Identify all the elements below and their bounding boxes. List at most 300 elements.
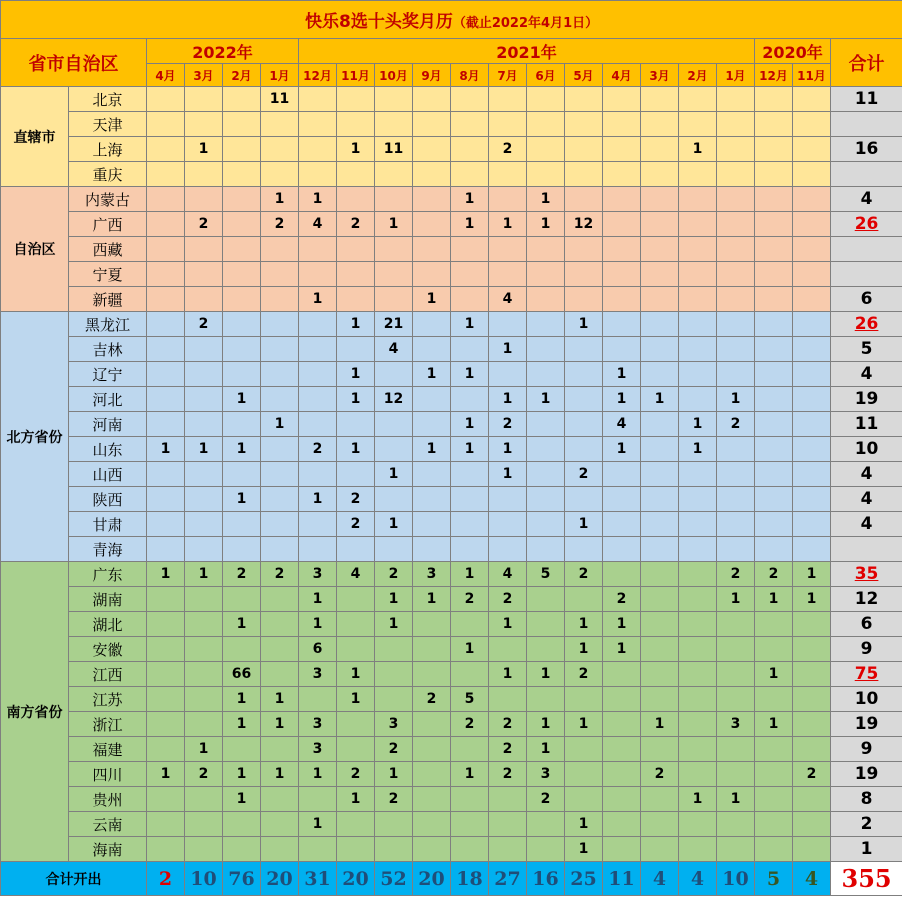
month-count-cell <box>299 687 337 712</box>
footer-month-total: 4 <box>679 862 717 896</box>
month-count-cell: 2 <box>337 512 375 537</box>
month-count-cell <box>603 712 641 737</box>
month-count-cell <box>755 762 793 787</box>
province-name: 贵州 <box>69 787 147 812</box>
month-count-cell <box>337 537 375 562</box>
month-count-cell <box>679 212 717 237</box>
month-count-cell <box>793 387 831 412</box>
month-count-cell <box>755 137 793 162</box>
month-count-cell <box>337 112 375 137</box>
month-count-cell <box>451 487 489 512</box>
month-count-cell <box>451 837 489 862</box>
month-count-cell: 1 <box>299 187 337 212</box>
grand-total: 355 <box>831 862 902 896</box>
month-count-cell <box>185 687 223 712</box>
title-main: 快乐8选十头奖月历 <box>305 12 453 32</box>
month-count-cell <box>147 237 185 262</box>
month-count-cell <box>527 87 565 112</box>
month-header: 10月 <box>375 64 413 87</box>
month-count-cell <box>755 512 793 537</box>
month-count-cell: 1 <box>375 762 413 787</box>
month-count-cell <box>185 262 223 287</box>
month-count-cell <box>755 312 793 337</box>
month-count-cell: 1 <box>299 487 337 512</box>
month-header: 4月 <box>603 64 641 87</box>
month-count-cell <box>223 737 261 762</box>
month-count-cell <box>641 262 679 287</box>
month-count-cell <box>337 262 375 287</box>
month-count-cell <box>755 387 793 412</box>
month-count-cell <box>641 87 679 112</box>
month-count-cell <box>489 512 527 537</box>
table-row <box>1 662 902 687</box>
month-count-cell: 1 <box>451 437 489 462</box>
footer-month-total: 4 <box>641 862 679 896</box>
month-count-cell <box>679 262 717 287</box>
month-count-cell: 1 <box>793 587 831 612</box>
month-count-cell <box>261 362 299 387</box>
month-count-cell <box>337 637 375 662</box>
province-name: 黑龙江 <box>69 312 147 337</box>
month-count-cell: 2 <box>185 312 223 337</box>
month-count-cell <box>337 737 375 762</box>
month-count-cell <box>755 287 793 312</box>
month-count-cell <box>375 537 413 562</box>
month-count-cell <box>755 337 793 362</box>
month-count-cell <box>261 812 299 837</box>
title-subtitle: （截止2022年4月1日） <box>452 16 599 31</box>
month-count-cell <box>337 237 375 262</box>
month-count-cell: 6 <box>299 637 337 662</box>
month-count-cell <box>185 337 223 362</box>
month-count-cell <box>375 112 413 137</box>
month-count-cell <box>565 262 603 287</box>
month-count-cell <box>755 187 793 212</box>
month-count-cell <box>641 462 679 487</box>
month-count-cell <box>603 212 641 237</box>
month-count-cell <box>793 137 831 162</box>
year-header-2022: 2022年 <box>147 39 299 64</box>
province-name: 上海 <box>69 137 147 162</box>
month-count-cell: 5 <box>451 687 489 712</box>
month-count-cell: 4 <box>489 562 527 587</box>
province-total: 19 <box>831 712 902 737</box>
province-name: 天津 <box>69 112 147 137</box>
table-row <box>1 687 902 712</box>
month-count-cell: 1 <box>337 312 375 337</box>
month-count-cell: 2 <box>641 762 679 787</box>
month-count-cell <box>299 112 337 137</box>
month-count-cell <box>755 812 793 837</box>
month-count-cell <box>147 137 185 162</box>
month-count-cell <box>147 737 185 762</box>
month-count-cell <box>527 812 565 837</box>
month-count-cell <box>793 612 831 637</box>
group-label: 南方省份 <box>1 562 69 862</box>
month-count-cell <box>679 337 717 362</box>
month-count-cell <box>489 187 527 212</box>
province-total: 4 <box>831 512 902 537</box>
month-count-cell: 1 <box>337 362 375 387</box>
month-count-cell <box>337 587 375 612</box>
month-count-cell <box>451 462 489 487</box>
region-header: 省市自治区 <box>1 39 147 87</box>
month-count-cell <box>147 337 185 362</box>
month-count-cell <box>147 187 185 212</box>
month-count-cell: 1 <box>451 637 489 662</box>
month-count-cell: 3 <box>299 737 337 762</box>
month-count-cell <box>755 787 793 812</box>
month-count-cell <box>375 412 413 437</box>
month-count-cell: 1 <box>375 212 413 237</box>
month-count-cell <box>147 87 185 112</box>
month-count-cell: 2 <box>489 762 527 787</box>
month-count-cell: 1 <box>223 612 261 637</box>
month-count-cell <box>375 687 413 712</box>
month-count-cell: 1 <box>527 387 565 412</box>
month-count-cell <box>223 87 261 112</box>
month-count-cell <box>451 737 489 762</box>
month-count-cell: 1 <box>413 587 451 612</box>
month-count-cell <box>223 237 261 262</box>
month-count-cell: 1 <box>603 612 641 637</box>
month-count-cell <box>185 387 223 412</box>
month-count-cell <box>679 187 717 212</box>
month-count-cell <box>527 637 565 662</box>
month-count-cell <box>641 137 679 162</box>
province-total: 35 <box>831 562 902 587</box>
month-count-cell <box>147 112 185 137</box>
month-count-cell: 3 <box>299 562 337 587</box>
month-count-cell <box>755 412 793 437</box>
month-count-cell <box>375 637 413 662</box>
month-count-cell <box>755 237 793 262</box>
month-count-cell <box>147 462 185 487</box>
month-count-cell: 1 <box>717 587 755 612</box>
month-count-cell <box>793 187 831 212</box>
month-count-cell: 1 <box>565 812 603 837</box>
month-count-cell <box>793 462 831 487</box>
month-count-cell <box>641 737 679 762</box>
month-count-cell <box>565 87 603 112</box>
province-total: 11 <box>831 87 902 112</box>
month-count-cell <box>451 137 489 162</box>
month-count-cell <box>413 787 451 812</box>
month-count-cell <box>755 262 793 287</box>
month-count-cell <box>641 312 679 337</box>
table-row <box>1 87 902 112</box>
month-count-cell: 21 <box>375 312 413 337</box>
province-name: 重庆 <box>69 162 147 187</box>
total-header: 合计 <box>831 39 902 87</box>
month-count-cell <box>413 337 451 362</box>
month-count-cell: 1 <box>451 562 489 587</box>
month-header: 11月 <box>337 64 375 87</box>
month-count-cell <box>679 537 717 562</box>
month-count-cell <box>603 687 641 712</box>
month-count-cell <box>223 837 261 862</box>
month-count-cell <box>147 837 185 862</box>
province-total: 11 <box>831 412 902 437</box>
table-row <box>1 137 902 162</box>
month-count-cell <box>489 262 527 287</box>
month-count-cell <box>299 137 337 162</box>
month-count-cell: 1 <box>793 562 831 587</box>
footer-month-total: 76 <box>223 862 261 896</box>
month-count-cell: 4 <box>603 412 641 437</box>
month-count-cell <box>489 362 527 387</box>
month-count-cell: 1 <box>755 712 793 737</box>
month-count-cell <box>147 812 185 837</box>
month-count-cell <box>603 787 641 812</box>
province-total: 9 <box>831 637 902 662</box>
month-count-cell <box>299 412 337 437</box>
month-count-cell <box>299 512 337 537</box>
month-count-cell <box>337 612 375 637</box>
month-count-cell <box>413 462 451 487</box>
page-title <box>1 1 902 39</box>
month-count-cell: 3 <box>527 762 565 787</box>
month-count-cell: 1 <box>223 437 261 462</box>
footer-month-total: 20 <box>413 862 451 896</box>
month-count-cell <box>603 312 641 337</box>
month-count-cell: 1 <box>375 462 413 487</box>
month-count-cell <box>717 337 755 362</box>
province-total: 4 <box>831 187 902 212</box>
month-count-cell <box>565 487 603 512</box>
month-count-cell <box>337 462 375 487</box>
month-count-cell: 1 <box>375 512 413 537</box>
month-count-cell <box>679 462 717 487</box>
table-row <box>1 712 902 737</box>
month-count-cell <box>299 362 337 387</box>
month-count-cell <box>793 787 831 812</box>
month-count-cell <box>679 362 717 387</box>
month-count-cell <box>337 337 375 362</box>
month-count-cell <box>793 662 831 687</box>
month-count-cell: 12 <box>375 387 413 412</box>
month-count-cell <box>147 662 185 687</box>
month-count-cell: 1 <box>337 662 375 687</box>
month-count-cell <box>489 812 527 837</box>
month-count-cell <box>261 587 299 612</box>
month-count-cell: 1 <box>527 712 565 737</box>
month-count-cell: 1 <box>299 287 337 312</box>
group-label: 直辖市 <box>1 87 69 187</box>
month-count-cell: 1 <box>603 362 641 387</box>
month-count-cell: 1 <box>413 287 451 312</box>
month-count-cell: 2 <box>565 462 603 487</box>
month-header: 9月 <box>413 64 451 87</box>
month-count-cell <box>413 87 451 112</box>
month-count-cell: 5 <box>527 562 565 587</box>
month-count-cell <box>489 237 527 262</box>
month-count-cell <box>261 437 299 462</box>
month-count-cell <box>793 212 831 237</box>
month-count-cell: 2 <box>223 562 261 587</box>
month-count-cell <box>489 537 527 562</box>
month-count-cell <box>147 362 185 387</box>
month-count-cell <box>717 687 755 712</box>
month-count-cell <box>717 112 755 137</box>
month-count-cell <box>223 137 261 162</box>
province-name: 内蒙古 <box>69 187 147 212</box>
month-count-cell <box>413 137 451 162</box>
table-row <box>1 112 902 137</box>
month-count-cell <box>261 112 299 137</box>
province-name: 山西 <box>69 462 147 487</box>
month-header: 12月 <box>755 64 793 87</box>
month-count-cell <box>679 312 717 337</box>
province-total: 19 <box>831 387 902 412</box>
month-count-cell <box>755 212 793 237</box>
month-count-cell: 1 <box>223 687 261 712</box>
month-count-cell <box>185 537 223 562</box>
month-count-cell: 2 <box>375 562 413 587</box>
month-header: 1月 <box>261 64 299 87</box>
month-count-cell <box>641 187 679 212</box>
table-row <box>1 537 902 562</box>
month-count-cell <box>337 162 375 187</box>
month-count-cell <box>603 87 641 112</box>
month-count-cell <box>565 762 603 787</box>
month-count-cell <box>299 87 337 112</box>
month-count-cell <box>185 612 223 637</box>
month-count-cell <box>755 737 793 762</box>
month-count-cell <box>413 662 451 687</box>
month-count-cell <box>565 687 603 712</box>
month-count-cell <box>679 287 717 312</box>
province-total: 5 <box>831 337 902 362</box>
month-count-cell <box>603 812 641 837</box>
month-count-cell <box>717 612 755 637</box>
month-count-cell: 1 <box>337 387 375 412</box>
month-count-cell <box>565 437 603 462</box>
province-name: 新疆 <box>69 287 147 312</box>
province-name: 北京 <box>69 87 147 112</box>
month-count-cell <box>147 787 185 812</box>
month-count-cell: 1 <box>261 762 299 787</box>
month-count-cell <box>451 162 489 187</box>
month-count-cell: 1 <box>565 837 603 862</box>
month-count-cell <box>489 312 527 337</box>
month-count-cell: 1 <box>223 712 261 737</box>
month-count-cell <box>147 687 185 712</box>
month-count-cell: 1 <box>527 187 565 212</box>
month-count-cell: 1 <box>565 637 603 662</box>
month-count-cell <box>679 162 717 187</box>
month-count-cell: 1 <box>489 212 527 237</box>
month-count-cell <box>223 262 261 287</box>
table-row <box>1 162 902 187</box>
month-count-cell <box>717 537 755 562</box>
month-count-cell <box>223 512 261 537</box>
province-total: 12 <box>831 587 902 612</box>
footer-month-total: 25 <box>565 862 603 896</box>
month-count-cell <box>337 87 375 112</box>
province-total: 6 <box>831 612 902 637</box>
month-count-cell <box>679 387 717 412</box>
month-header: 5月 <box>565 64 603 87</box>
month-count-cell: 2 <box>337 762 375 787</box>
month-count-cell <box>375 362 413 387</box>
month-count-cell <box>337 812 375 837</box>
month-count-cell <box>185 587 223 612</box>
month-count-cell: 3 <box>299 662 337 687</box>
month-count-cell <box>755 162 793 187</box>
month-count-cell <box>565 237 603 262</box>
month-count-cell <box>413 312 451 337</box>
table-row <box>1 237 902 262</box>
footer-month-total: 27 <box>489 862 527 896</box>
month-header: 4月 <box>147 64 185 87</box>
province-total: 19 <box>831 762 902 787</box>
month-count-cell <box>261 337 299 362</box>
month-count-cell: 1 <box>679 437 717 462</box>
month-count-cell: 1 <box>679 137 717 162</box>
month-count-cell <box>223 587 261 612</box>
month-count-cell <box>603 162 641 187</box>
month-count-cell <box>793 412 831 437</box>
month-count-cell: 4 <box>337 562 375 587</box>
month-count-cell: 1 <box>223 387 261 412</box>
footer-month-total: 20 <box>261 862 299 896</box>
month-count-cell <box>185 812 223 837</box>
month-count-cell <box>755 687 793 712</box>
table-row <box>1 612 902 637</box>
month-count-cell: 1 <box>603 387 641 412</box>
month-count-cell: 1 <box>337 687 375 712</box>
table-row <box>1 362 902 387</box>
month-count-cell <box>641 362 679 387</box>
month-count-cell: 2 <box>337 487 375 512</box>
month-count-cell <box>261 287 299 312</box>
province-name: 辽宁 <box>69 362 147 387</box>
month-count-cell <box>413 837 451 862</box>
month-count-cell <box>527 412 565 437</box>
month-count-cell <box>261 637 299 662</box>
month-count-cell: 1 <box>451 212 489 237</box>
month-count-cell <box>185 462 223 487</box>
province-name: 浙江 <box>69 712 147 737</box>
month-count-cell: 2 <box>185 212 223 237</box>
province-name: 西藏 <box>69 237 147 262</box>
month-count-cell <box>717 762 755 787</box>
month-count-cell <box>337 412 375 437</box>
month-count-cell <box>755 437 793 462</box>
month-count-cell <box>261 662 299 687</box>
province-total: 6 <box>831 287 902 312</box>
month-count-cell: 1 <box>299 587 337 612</box>
month-count-cell <box>527 437 565 462</box>
province-name: 河北 <box>69 387 147 412</box>
month-count-cell <box>489 487 527 512</box>
month-count-cell <box>413 212 451 237</box>
month-count-cell <box>603 537 641 562</box>
month-count-cell <box>299 837 337 862</box>
month-count-cell <box>793 162 831 187</box>
month-count-cell <box>261 612 299 637</box>
province-total <box>831 237 902 262</box>
month-count-cell <box>641 687 679 712</box>
month-count-cell: 2 <box>603 587 641 612</box>
month-count-cell <box>565 737 603 762</box>
month-count-cell <box>717 512 755 537</box>
month-count-cell <box>147 587 185 612</box>
month-count-cell <box>793 262 831 287</box>
month-count-cell <box>527 287 565 312</box>
table-row <box>1 787 902 812</box>
